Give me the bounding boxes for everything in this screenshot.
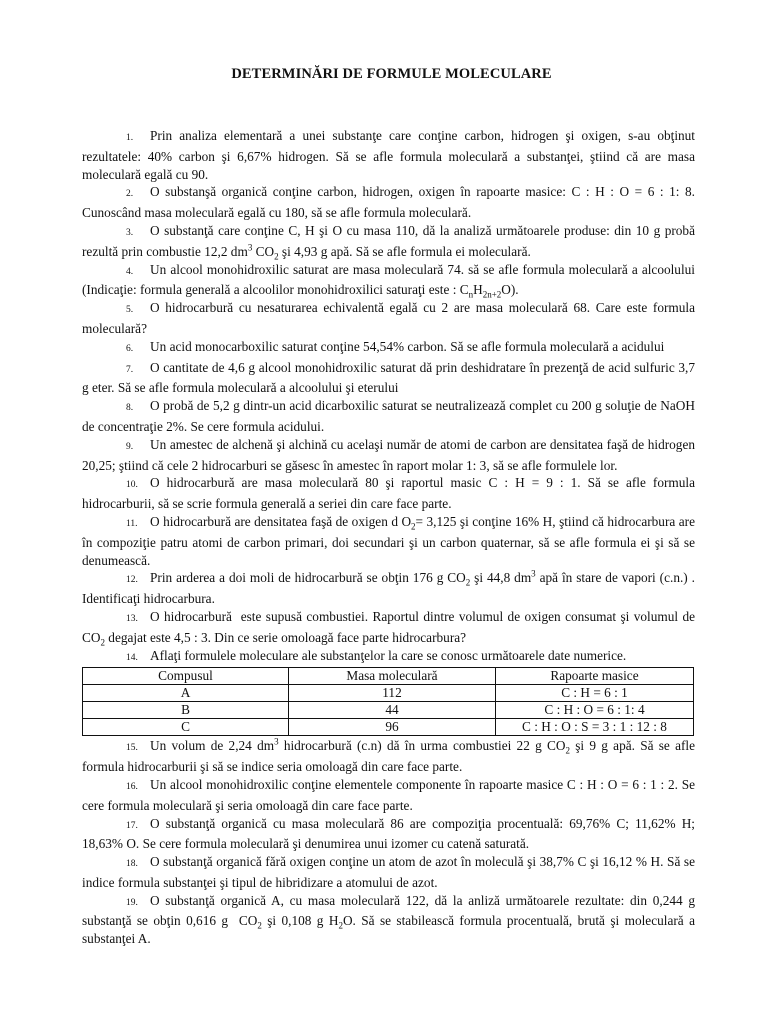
problem-number: 5. [126, 305, 134, 316]
problem-text: Un volum de 2,24 $dm^3$ hidrocarbură (c.n) dă în urma combustiei 22 g $CO_2$ şi 9 g apă. Să se afle formula hidrocarburii şi să se indice seria omoloagă din care face parte. [82, 736, 695, 775]
table-cell-rapoarte: C : H = 6 : 1 [496, 685, 694, 702]
problem-text: Un acid monocarboxilic saturat conţine 54,54% carbon. Să se afle formula moleculară a acidului [150, 338, 665, 354]
problem-number: 13. [126, 613, 138, 624]
problem-text: O hidrocarbură are masa moleculară 80 şi raportul masic C : H = 9 : 1. Să se afle formula hidrocarburii, să se scrie formula generală a seriei din care face parte. [82, 475, 695, 512]
table-row [83, 702, 694, 719]
problem-number: 3. [126, 227, 134, 238]
problem-item [82, 183, 695, 222]
problem-item [82, 892, 695, 948]
problem-item [82, 474, 695, 513]
problems-section-1 [82, 127, 695, 667]
problem-text: Prin analiza elementară a unei substanţe care conţine carbon, hidrogen şi oxigen, s-au obţinut rezultatele: 40% carbon şi 6,67% hidrogen. Să se afle formula moleculară a substanţei, ştiind că are masa moleculară egală cu 90. [82, 128, 695, 182]
page-title: DETERMINĂRI DE FORMULE MOLECULARE [231, 66, 552, 82]
problem-item [82, 359, 695, 398]
problem-text: Prin arderea a doi moli de hidrocarbură se obţin 176 g $CO_2$ şi 44,8 $dm^3$ apă în stare de vapori (c.n.) . Identificaţi hidrocarbura. [82, 568, 695, 607]
problem-item [82, 647, 695, 668]
problem-number: 4. [126, 266, 134, 277]
problem-number: 9. [126, 441, 134, 452]
table-cell-masa: 96 [289, 719, 496, 736]
problem-text: O hidrocarbură este supusă combustiei. Raportul dintre volumul de oxigen consumat şi volumul de $CO_2$ degajat este 4,5 : 3. Din ce serie omoloagă face parte hidrocarbura? [82, 608, 695, 648]
problem-number: 8. [126, 403, 134, 414]
table-header-rapoarte: Rapoarte masice [496, 668, 694, 685]
problem-number: 2. [126, 189, 134, 200]
problem-text: O hidrocarbură are densitatea faşă de oxigen d $O_2= 3,125$ şi conţine 16% H, ştiind că hidrocarbura are în compoziţie patru atomi de carbon primari, doi secundari şi un carbon quaternar, să se afle formula ei şi să se denumească. [82, 513, 695, 568]
problem-number: 19. [126, 897, 138, 908]
problem-item [82, 299, 695, 338]
problem-item [82, 222, 695, 261]
problem-text: O substanţă organică cu masa moleculară 86 are compoziţia procentuală: 69,76% C; 11,62% H; 18,63% O. Se cere formula moleculară şi denumirea unui izomer cu catenă saturată. [82, 815, 695, 852]
problem-text: O cantitate de 4,6 g alcool monohidroxilic saturat dă prin deshidratare în prezenţă de acid sulfuric 3,7 g eter. Să se afle formula moleculară a alcoolului şi eterului [82, 359, 695, 396]
table-cell-rapoarte: C : H : O = 6 : 1: 4 [496, 702, 694, 719]
problem-item [82, 513, 695, 569]
problem-number: 16. [126, 781, 138, 792]
problem-number: 11. [126, 518, 138, 529]
problem-text: Aflaţi formulele moleculare ale substanţelor la care se conosc următoarele date numerice. [150, 647, 627, 663]
table-cell-rapoarte: C : H : O : S = 3 : 1 : 12 : 8 [496, 719, 694, 736]
problem-number: 12. [126, 575, 138, 586]
problem-list [82, 127, 695, 948]
table-cell-compusul: A [83, 685, 289, 702]
problem-item [82, 436, 695, 475]
table-cell-masa: 44 [289, 702, 496, 719]
problem-number: 1. [126, 133, 134, 143]
problem-text: Un alcool monohidroxilic saturat are masa moleculară 74. să se afle formula moleculară a alcoolului (Indicaţie: formula generală a alcoolilor monohidroxilici saturaţi este : $C_nH_{2n+2}O$). [82, 261, 695, 301]
problem-number: 18. [126, 859, 138, 870]
table-header-masa: Masa moleculară [289, 668, 496, 685]
problem-text: O substanţă organică A, cu masa moleculară 122, dă la anliză următoarele rezultate: din 0,244 g substanţă se obţin 0,616 g $CO_2$ şi 0,108 g $H_2O$. Să se stabilească formula procentuală, brută şi moleculară a substanţei A. [82, 892, 695, 947]
table-row [83, 719, 694, 736]
table-cell-masa: 112 [289, 685, 496, 702]
problem-number: 10. [126, 480, 138, 491]
problem-item [82, 608, 695, 647]
table-row [83, 685, 694, 702]
table-header-compusul: Compusul [83, 668, 289, 685]
problem-text: O substanşă organică conţine carbon, hidrogen, oxigen în rapoarte masice: C : H : O = 6 : 1: 8. Cunoscând masa moleculară egală cu 180, să se afle formula moleculară. [82, 184, 695, 221]
problem-item [82, 737, 695, 776]
problem-item [82, 397, 695, 436]
problem-item [82, 127, 695, 183]
data-table [82, 667, 694, 736]
problem-number: 17. [126, 820, 138, 831]
problem-item [82, 776, 695, 815]
problem-item [82, 853, 695, 892]
problem-item [82, 815, 695, 854]
problem-number: 7. [126, 364, 134, 375]
problem-text: O hidrocarbură cu nesaturarea echivalentă egală cu 2 are masa moleculară 68. Care este formula moleculară? [82, 300, 695, 336]
problem-text: O substanţă care conţine C, H şi O cu masa 110, dă la analiză următoarele produse: din 10 g probă rezultă prin combustie 12,2 $dm^3$ $CO_2$ şi 4,93 g apă. Să se afle formula ei moleculară. [82, 222, 695, 262]
table-cell-compusul: B [83, 702, 289, 719]
problems-section-2 [82, 737, 695, 948]
problem-text: Un alcool monohidroxilic conţine elementele componente în rapoarte masice C : H : O = 6 : 1 : 2. Se cere formula moleculară şi seria omoloagă din care face parte. [82, 776, 695, 813]
problem-text: O substanţă organică fără oxigen conţine un atom de azot în moleculă şi 38,7% C şi 16,12 % H. Să se indice formula substanţei şi tipul de hibridizare a atomului de azot. [82, 854, 695, 890]
table-cell-compusul: C [83, 719, 289, 736]
problem-item [82, 569, 695, 608]
problem-text: Un amestec de alchenă şi alchină cu acelaşi număr de atomi de carbon are densitatea faşă de hidrogen 20,25; ştiind că cele 2 hidrocarburi se găsesc în amestec în raport molar 1: 3, să se afle formulele lor. [82, 436, 695, 473]
problem-text: O probă de 5,2 g dintr-un acid dicarboxilic saturat se neutralizează complet cu 200 g soluţie de NaOH de concentraţie 2%. Se cere formula acidului. [82, 398, 695, 434]
table-header-row [83, 668, 694, 685]
problem-item [82, 338, 695, 359]
problem-number: 15. [126, 743, 138, 754]
problem-item [82, 261, 695, 300]
problem-number: 14. [126, 652, 138, 663]
problem-number: 6. [126, 343, 134, 354]
